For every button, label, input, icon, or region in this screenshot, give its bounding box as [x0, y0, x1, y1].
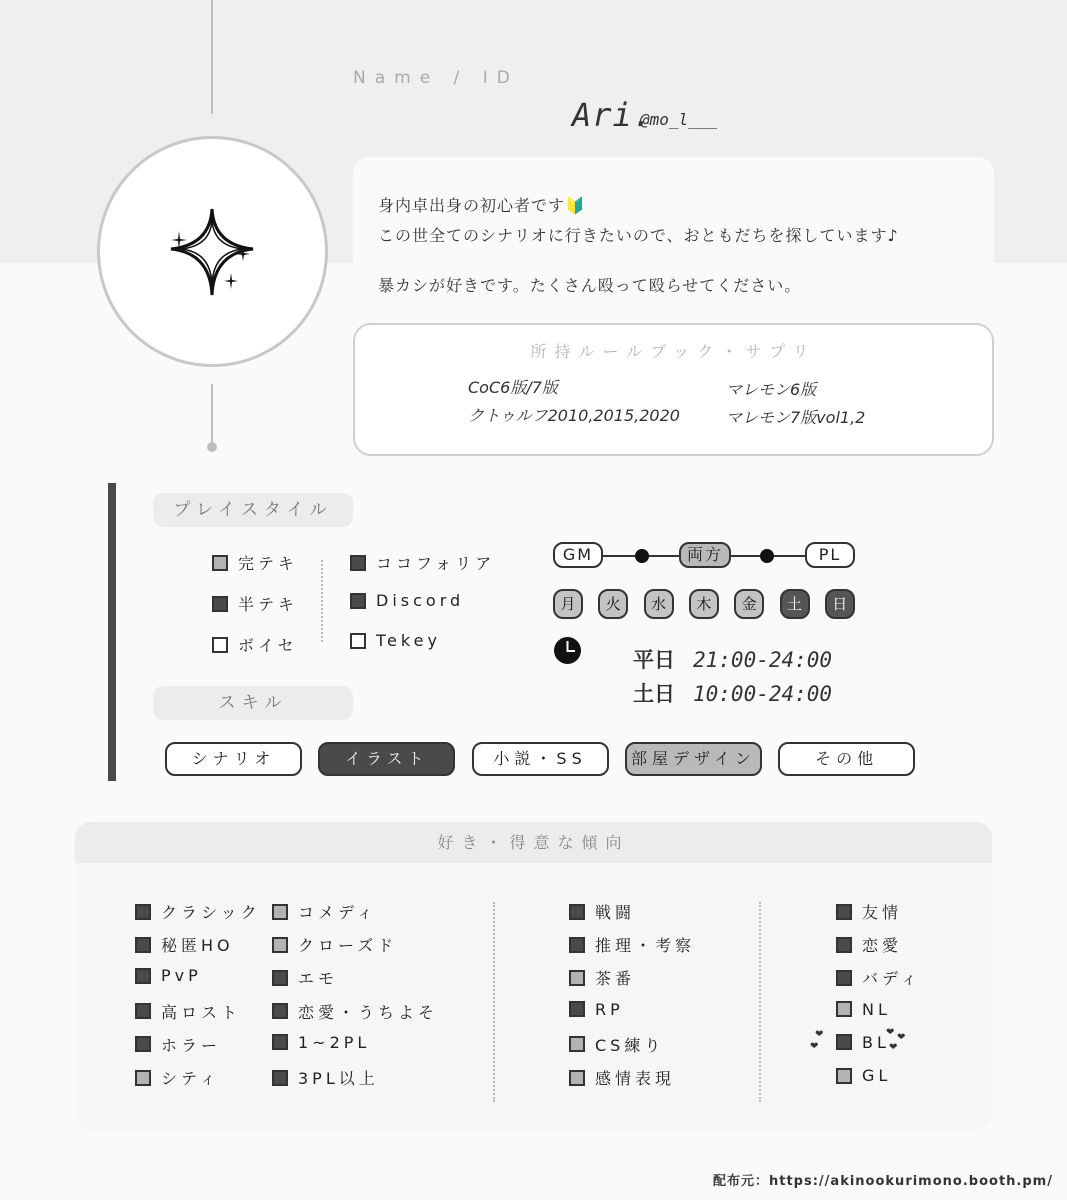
checkbox-label: ココフォリア [376, 554, 496, 573]
role-pl[interactable]: PL [805, 542, 855, 568]
checkbox[interactable] [272, 1003, 288, 1019]
rulebook-item: マレモン7版vol1,2 [726, 408, 866, 427]
role-gm[interactable]: GM [553, 542, 603, 568]
day-chip[interactable]: 月 [553, 589, 583, 619]
checkbox[interactable] [135, 1070, 151, 1086]
like-option[interactable] [135, 900, 261, 923]
checkbox-label: ホラー [161, 1035, 222, 1055]
checkbox[interactable] [836, 970, 852, 986]
checkbox-label: 友情 [862, 903, 903, 922]
like-option[interactable] [272, 900, 377, 923]
time-label: 土日 [633, 682, 675, 706]
checkbox[interactable] [272, 904, 288, 920]
tool-option[interactable] [350, 631, 441, 650]
role-both[interactable]: 両方 [679, 542, 731, 568]
section-accent-bar [108, 483, 116, 781]
checkbox[interactable] [212, 637, 228, 653]
column-divider [493, 902, 495, 1102]
connector-line-bottom [211, 384, 213, 442]
checkbox-label: Discord [376, 591, 465, 610]
checkbox[interactable] [569, 1001, 585, 1017]
checkbox-label: 高ロスト [161, 1002, 242, 1022]
checkbox[interactable] [836, 1034, 852, 1050]
checkbox-label: GL [862, 1066, 892, 1085]
like-option[interactable] [836, 933, 902, 956]
role-dot[interactable] [760, 549, 774, 563]
skill-tag[interactable]: イラスト [318, 742, 455, 776]
skill-tag[interactable]: シナリオ [165, 742, 302, 776]
time-value: 10:00-24:00 [693, 682, 833, 706]
checkbox[interactable] [836, 937, 852, 953]
style-option[interactable] [212, 551, 298, 574]
checkbox[interactable] [135, 937, 151, 953]
tool-option[interactable] [350, 591, 464, 610]
heart-icon: ❤ [810, 1041, 819, 1052]
name-label: Name / ID [353, 68, 519, 88]
bio-line: 身内卓出身の初心者です🔰 [378, 196, 586, 215]
like-option[interactable] [569, 1000, 624, 1019]
role-dot[interactable] [635, 549, 649, 563]
checkbox[interactable] [836, 1068, 852, 1084]
style-option[interactable] [212, 592, 298, 615]
like-option[interactable] [569, 900, 635, 923]
checkbox-label: NL [862, 999, 891, 1019]
checkbox[interactable] [272, 970, 288, 986]
clock-icon [553, 636, 582, 665]
checkbox[interactable] [135, 1003, 151, 1019]
sparkle-icon [165, 205, 260, 300]
connector-line-top [211, 0, 213, 114]
profile-handle[interactable]: @mo_l___ [640, 110, 718, 129]
day-chip[interactable]: 日 [825, 589, 855, 619]
footer-credit[interactable]: 配布元：https://akinookurimono.booth.pm/ [713, 1174, 1053, 1189]
like-option[interactable] [272, 1066, 379, 1089]
checkbox-label: RP [595, 999, 624, 1019]
checkbox-label: 戦闘 [595, 903, 636, 922]
checkbox-label: 恋愛・うちよそ [298, 1002, 439, 1022]
like-option[interactable] [272, 966, 338, 989]
skill-tag[interactable]: 部屋デザイン [625, 742, 762, 776]
checkbox[interactable] [569, 904, 585, 920]
like-option[interactable] [836, 1000, 891, 1019]
like-option[interactable] [135, 1066, 220, 1089]
rulebook-item: クトゥルフ2010,2015,2020 [468, 406, 680, 425]
checkbox-label: コメディ [298, 903, 377, 922]
skills-title: スキル [153, 686, 353, 720]
heart-icon: ❤ [889, 1042, 898, 1053]
like-option[interactable] [836, 1033, 890, 1052]
checkbox[interactable] [135, 968, 151, 984]
checkbox-label: 半テキ [238, 595, 299, 614]
like-option[interactable] [569, 966, 635, 989]
like-option[interactable] [836, 900, 902, 923]
checkbox-label: シティ [161, 1069, 220, 1088]
rulebook-card [353, 323, 994, 456]
checkbox[interactable] [350, 633, 366, 649]
checkbox-label: ボイセ [238, 636, 298, 655]
checkbox[interactable] [350, 555, 366, 571]
heart-icon: ❤ [897, 1032, 906, 1043]
heart-icon: ❤ [815, 1029, 824, 1040]
checkbox[interactable] [135, 1036, 151, 1052]
bio-card [353, 157, 994, 312]
like-option[interactable] [569, 1066, 675, 1089]
time-weekday [633, 644, 832, 674]
column-divider [321, 560, 323, 642]
checkbox[interactable] [569, 1036, 585, 1052]
like-option[interactable] [135, 933, 234, 956]
heart-icon: ❤ [886, 1027, 895, 1038]
checkbox[interactable] [569, 970, 585, 986]
likes-title: 好き・得意な傾向 [75, 822, 992, 863]
like-option[interactable] [836, 1066, 891, 1085]
checkbox[interactable] [569, 1070, 585, 1086]
rulebook-item: マレモン6版 [726, 380, 817, 399]
connector-dot [207, 442, 217, 452]
like-option[interactable] [135, 1000, 241, 1023]
checkbox-label: クローズド [298, 936, 398, 956]
checkbox[interactable] [836, 1001, 852, 1017]
day-chip[interactable]: 土 [780, 589, 810, 619]
like-option[interactable] [569, 1033, 664, 1056]
column-divider [759, 902, 761, 1102]
checkbox-label: 感情表現 [595, 1069, 676, 1088]
time-value: 21:00-24:00 [693, 648, 833, 672]
checkbox[interactable] [350, 593, 366, 609]
time-weekend [633, 678, 832, 708]
like-option[interactable] [836, 966, 921, 989]
like-option[interactable] [135, 1033, 221, 1056]
rulebook-title: 所持ルールブック・サプリ [530, 342, 817, 361]
checkbox[interactable] [135, 904, 151, 920]
checkbox[interactable] [212, 555, 228, 571]
profile-name: Ari. [572, 96, 654, 134]
checkbox-label: PvP [161, 966, 202, 986]
style-option[interactable] [212, 633, 298, 656]
day-chip[interactable]: 金 [734, 589, 764, 619]
like-option[interactable] [272, 1000, 438, 1023]
bio-line: 暴カシが好きです。たくさん殴って殴らせてください。 [378, 276, 802, 295]
checkbox-label: 秘匿HO [161, 936, 234, 956]
checkbox-label: 茶番 [595, 969, 636, 989]
checkbox-label: 恋愛 [862, 936, 903, 956]
checkbox-label: CS練り [595, 1035, 665, 1055]
day-chip[interactable]: 火 [598, 589, 628, 619]
bio-line: この世全てのシナリオに行きたいので、おともだちを探しています♪ [378, 226, 899, 245]
like-option[interactable] [272, 933, 397, 956]
playstyle-title: プレイスタイル [153, 493, 353, 527]
checkbox-label: 推理・考察 [595, 936, 696, 956]
checkbox-label: 1~2PL [298, 1032, 371, 1052]
tool-option[interactable] [350, 551, 495, 574]
checkbox-label: クラシック [161, 903, 261, 922]
day-chip[interactable]: 水 [644, 589, 674, 619]
skill-tag[interactable]: 小説・SS [472, 742, 609, 776]
checkbox[interactable] [272, 937, 288, 953]
skill-tag[interactable]: その他 [778, 742, 915, 776]
checkbox-label: 3PL以上 [298, 1069, 379, 1088]
checkbox[interactable] [272, 1070, 288, 1086]
checkbox[interactable] [569, 937, 585, 953]
day-chip[interactable]: 木 [689, 589, 719, 619]
checkbox-label: バディ [862, 969, 921, 989]
like-option[interactable] [135, 966, 202, 985]
like-option[interactable] [569, 933, 695, 956]
checkbox[interactable] [212, 596, 228, 612]
like-option[interactable] [272, 1033, 370, 1052]
time-label: 平日 [633, 648, 675, 672]
checkbox[interactable] [836, 904, 852, 920]
rulebook-item: CoC6版/7版 [468, 378, 558, 397]
checkbox[interactable] [272, 1034, 288, 1050]
checkbox-label: 完テキ [238, 554, 299, 573]
checkbox-label: Tekey [376, 631, 441, 650]
checkbox-label: BL [862, 1032, 890, 1052]
checkbox-label: エモ [298, 969, 339, 989]
